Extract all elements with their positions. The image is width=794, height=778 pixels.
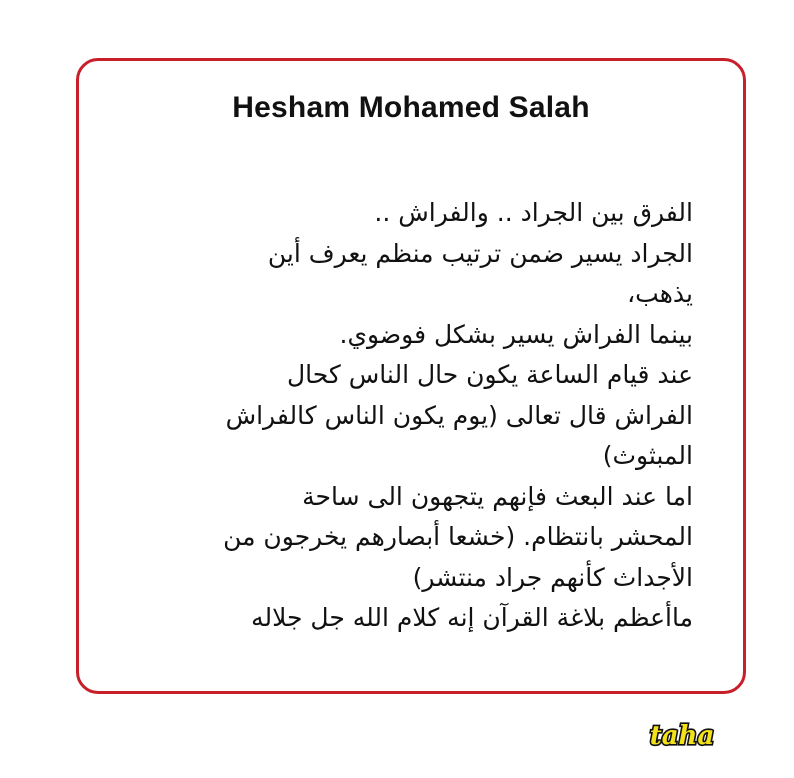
signature-watermark xyxy=(640,712,724,760)
post-line: اما عند البعث فإنهم يتجهون الى ساحة xyxy=(302,481,693,511)
author-name: Hesham Mohamed Salah xyxy=(232,91,590,124)
post-line: الفرق بين الجراد .. والفراش .. xyxy=(374,198,693,227)
post-line: ماأعظم بلاغة القرآن إنه كلام الله جل جلاله xyxy=(251,603,693,632)
quote-card xyxy=(76,58,746,694)
post-line: المحشر بانتظام. (خشعا أبصارهم يخرجون من xyxy=(223,522,693,551)
post-line: الجراد يسير ضمن ترتيب منظم يعرف أين xyxy=(267,238,693,268)
post-line: الأجداث كأنهم جراد منتشر) xyxy=(412,562,693,592)
post-line: عند قيام الساعة يكون حال الناس كحال xyxy=(287,360,693,389)
post-line: بينما الفراش يسير بشكل فوضوي. xyxy=(339,319,693,349)
post-line: المبثوث) xyxy=(602,441,693,470)
post-text xyxy=(103,193,693,639)
post-line: الفراش قال تعالى (يوم يكون الناس كالفراش xyxy=(225,400,693,430)
signature-text: taha xyxy=(649,721,715,751)
post-line: يذهب، xyxy=(627,279,693,308)
